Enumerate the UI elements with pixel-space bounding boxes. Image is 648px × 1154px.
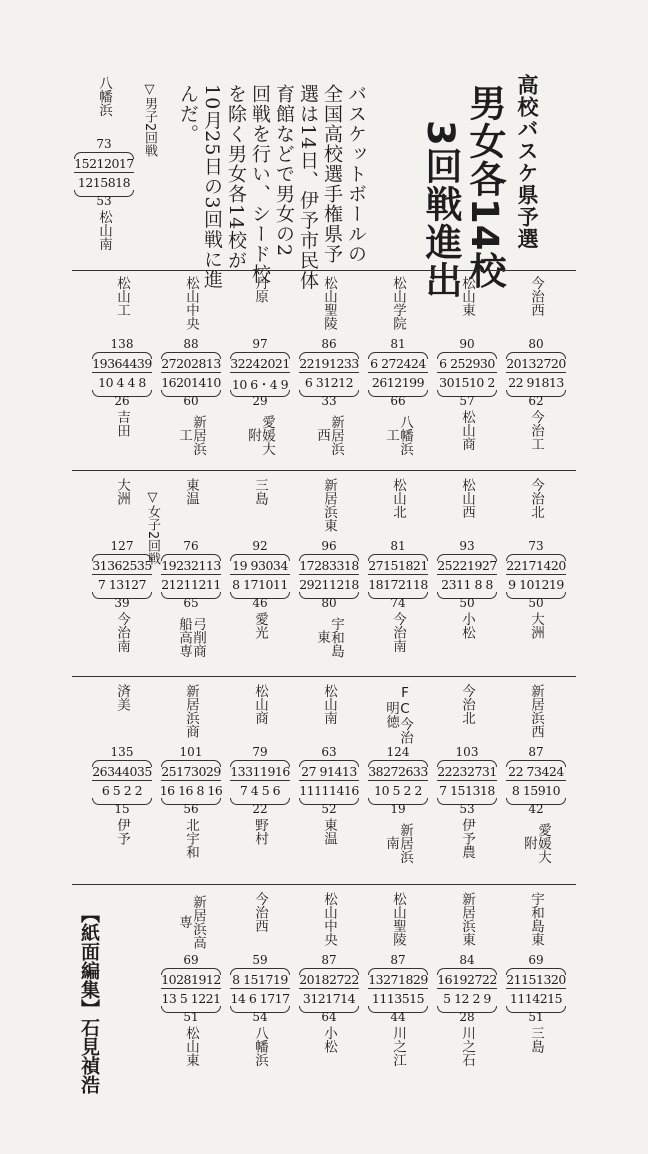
score-box	[86, 478, 158, 660]
team-top: 松山聖陵	[321, 276, 337, 330]
quarter-scores-bottom: 8 15910	[511, 783, 561, 798]
total-bottom: 80	[321, 596, 337, 610]
team-top: 松山中央	[321, 892, 337, 946]
total-top: 80	[528, 337, 544, 351]
score-box	[86, 276, 158, 458]
total-top: 138	[110, 337, 134, 351]
quarter-scores-bottom: 14 6 1717	[230, 991, 290, 1006]
team-top: 三島	[252, 478, 268, 505]
quarter-scores-bottom: 5 12 2 9	[443, 991, 491, 1006]
quarter-scores-bottom: 1114215	[509, 991, 563, 1006]
total-bottom: 44	[390, 1010, 406, 1024]
team-bottom: 今治南	[390, 612, 406, 653]
team-bottom: 伊予	[114, 818, 130, 845]
total-bottom: 53	[96, 194, 112, 208]
team-top: FC今治明徳	[383, 684, 413, 744]
team-top: 松山西	[459, 478, 475, 519]
divider	[72, 270, 576, 271]
score-box	[293, 478, 365, 660]
quarter-scores-bottom: 301510 2	[439, 375, 495, 390]
team-top: 宇和島東	[528, 892, 544, 946]
quarter-scores-top: 10281912	[161, 972, 221, 987]
team-top: 八幡浜	[96, 76, 112, 117]
team-top: 松山中央	[183, 276, 199, 330]
quarter-scores-bottom: 21211211	[161, 577, 221, 592]
quarter-scores-bottom: 6 31212	[304, 375, 354, 390]
team-bottom: 小松	[321, 1026, 337, 1053]
score-box	[362, 892, 434, 1074]
team-top: 東温	[183, 478, 199, 505]
total-bottom: 62	[528, 394, 544, 408]
quarter-scores-bottom: 10 5 2 2	[374, 783, 422, 798]
quarter-scores-top: 22 73424	[508, 764, 564, 779]
team-bottom: 八幡浜工	[383, 414, 413, 456]
total-top: 86	[321, 337, 337, 351]
headline-line-2: 3回戦進出	[419, 120, 462, 299]
score-box	[86, 684, 158, 866]
quarter-scores-top: 22232731	[437, 764, 497, 779]
total-bottom: 74	[390, 596, 406, 610]
quarter-scores-top: 19 93034	[232, 558, 288, 573]
total-top: 87	[390, 953, 406, 967]
quarter-scores-top: 25221927	[437, 558, 497, 573]
team-bottom: 今治南	[114, 612, 130, 653]
team-bottom: 八幡浜	[252, 1026, 268, 1067]
quarter-scores-top: 22191233	[299, 356, 359, 371]
team-top: 新居浜東	[321, 478, 337, 532]
bracket-divider	[437, 780, 497, 781]
score-box	[500, 276, 572, 458]
total-bottom: 51	[528, 1010, 544, 1024]
bracket-divider	[437, 988, 497, 989]
divider	[72, 884, 576, 885]
team-bottom: 川之石	[459, 1026, 475, 1067]
bracket-divider	[299, 574, 359, 575]
team-bottom: 北宇和	[183, 818, 199, 859]
quarter-scores-bottom: 2612199	[371, 375, 425, 390]
quarter-scores-top: 26344035	[92, 764, 152, 779]
body-line: を除く男女各14校が	[225, 84, 247, 271]
total-top: 84	[459, 953, 475, 967]
total-top: 124	[386, 745, 410, 759]
team-bottom: 愛媛大附	[245, 414, 275, 456]
score-box	[431, 892, 503, 1074]
bracket-divider	[368, 988, 428, 989]
bracket-divider	[230, 574, 290, 575]
total-bottom: 60	[183, 394, 199, 408]
total-top: 88	[183, 337, 199, 351]
total-top: 97	[252, 337, 268, 351]
team-top: 済美	[114, 684, 130, 711]
quarter-scores-top: 31362535	[92, 558, 152, 573]
team-bottom: 新居浜工	[176, 414, 206, 456]
total-top: 69	[528, 953, 544, 967]
total-bottom: 42	[528, 802, 544, 816]
total-bottom: 56	[183, 802, 199, 816]
score-box	[155, 684, 227, 866]
quarter-scores-bottom: 1215818	[77, 175, 131, 190]
score-box	[155, 478, 227, 660]
team-bottom: 今治工	[528, 410, 544, 451]
quarter-scores-bottom: 9 101219	[508, 577, 564, 592]
quarter-scores-top: 6 272424	[370, 356, 426, 371]
bracket-divider	[437, 574, 497, 575]
bracket-divider	[161, 780, 221, 781]
total-bottom: 51	[183, 1010, 199, 1024]
bracket-divider	[230, 988, 290, 989]
total-bottom: 52	[321, 802, 337, 816]
score-box	[224, 478, 296, 660]
quarter-scores-top: 15212017	[74, 156, 134, 171]
bracket-divider	[368, 372, 428, 373]
body-line: バスケットボールの	[345, 84, 367, 264]
bracket-divider	[299, 372, 359, 373]
quarter-scores-bottom: 16201410	[161, 375, 221, 390]
total-bottom: 22	[252, 802, 268, 816]
quarter-scores-bottom: 29211218	[299, 577, 359, 592]
total-top: 59	[252, 953, 268, 967]
score-box	[224, 684, 296, 866]
quarter-scores-bottom: 3121714	[302, 991, 356, 1006]
quarter-scores-bottom: 22 91813	[508, 375, 564, 390]
total-bottom: 26	[114, 394, 130, 408]
quarter-scores-bottom: 16 16 8 16	[159, 783, 223, 798]
editor-credit: 【紙面編集】石見禎浩	[78, 904, 100, 1094]
total-top: 101	[179, 745, 203, 759]
team-top: 松山聖陵	[390, 892, 406, 946]
bracket-divider	[437, 372, 497, 373]
body-line: 全国高校選手権県予	[321, 84, 343, 264]
team-bottom: 松山東	[183, 1026, 199, 1067]
team-top: 今治西	[528, 276, 544, 317]
team-bottom: 松山南	[96, 210, 112, 251]
score-box	[431, 276, 503, 458]
quarter-scores-top: 19232113	[161, 558, 221, 573]
total-bottom: 33	[321, 394, 337, 408]
total-top: 73	[528, 539, 544, 553]
bracket-divider	[92, 574, 152, 575]
team-top: 松山北	[390, 478, 406, 519]
total-bottom: 19	[390, 802, 406, 816]
quarter-scores-bottom: 6 5 2 2	[101, 783, 143, 798]
score-box	[293, 684, 365, 866]
team-bottom: 大洲	[528, 612, 544, 639]
score-box	[155, 276, 227, 458]
total-bottom: 39	[114, 596, 130, 610]
team-top: 新居浜東	[459, 892, 475, 946]
total-bottom: 28	[459, 1010, 475, 1024]
team-top: 松山学院	[390, 276, 406, 330]
quarter-scores-bottom: 2311 8 8	[441, 577, 493, 592]
total-top: 96	[321, 539, 337, 553]
team-top: 新居浜商	[183, 684, 199, 738]
score-box	[293, 276, 365, 458]
quarter-scores-top: 27202813	[161, 356, 221, 371]
quarter-scores-bottom: 10 6・4 9	[231, 377, 289, 392]
body-line: 育館などで男女の2	[273, 84, 295, 258]
score-box	[500, 892, 572, 1074]
quarter-scores-bottom: 1113515	[371, 991, 425, 1006]
bracket-divider	[230, 780, 290, 781]
team-top: 松山商	[252, 684, 268, 725]
total-top: 63	[321, 745, 337, 759]
team-top: 大洲	[114, 478, 130, 505]
score-box	[431, 478, 503, 660]
total-bottom: 57	[459, 394, 475, 408]
quarter-scores-top: 27151821	[368, 558, 428, 573]
team-top: 新居浜西	[528, 684, 544, 738]
total-top: 135	[110, 745, 134, 759]
score-box	[224, 892, 296, 1074]
team-bottom: 三島	[528, 1026, 544, 1053]
bracket-divider	[92, 780, 152, 781]
total-top: 127	[110, 539, 134, 553]
quarter-scores-bottom: 8 171011	[232, 577, 288, 592]
total-top: 103	[455, 745, 479, 759]
bracket-divider	[299, 988, 359, 989]
quarter-scores-bottom: 10 4 4 8	[98, 375, 146, 390]
bracket-divider	[299, 780, 359, 781]
bracket-divider	[506, 780, 566, 781]
bracket-divider	[368, 574, 428, 575]
total-bottom: 15	[114, 802, 130, 816]
total-bottom: 53	[459, 802, 475, 816]
team-bottom: 伊予農	[459, 818, 475, 859]
team-bottom: 小松	[459, 612, 475, 639]
quarter-scores-bottom: 13 5 1221	[161, 991, 221, 1006]
score-box	[362, 478, 434, 660]
divider	[72, 676, 576, 677]
team-bottom: 宇和島東	[314, 616, 344, 658]
body-line: 10月25日の3回戦に進	[201, 84, 223, 290]
team-bottom: 愛光	[252, 612, 268, 639]
article-kicker: 高校バスケ県予選	[515, 74, 539, 250]
total-bottom: 29	[252, 394, 268, 408]
total-top: 87	[528, 745, 544, 759]
quarter-scores-top: 13271829	[368, 972, 428, 987]
quarter-scores-top: 6 252930	[439, 356, 495, 371]
team-bottom: 野村	[252, 818, 268, 845]
total-bottom: 66	[390, 394, 406, 408]
total-bottom: 50	[459, 596, 475, 610]
team-top: 松山工	[114, 276, 130, 317]
score-box	[431, 684, 503, 866]
team-bottom: 新居浜南	[383, 822, 413, 864]
bracket-divider	[230, 372, 290, 373]
bracket-divider	[161, 372, 221, 373]
quarter-scores-bottom: 7 4 5 6	[239, 783, 281, 798]
quarter-scores-bottom: 7 13127	[97, 577, 147, 592]
bracket-divider	[506, 988, 566, 989]
quarter-scores-top: 27 91413	[301, 764, 357, 779]
quarter-scores-top: 8 151719	[232, 972, 288, 987]
score-box	[293, 892, 365, 1074]
bracket-divider	[506, 574, 566, 575]
girls-round2-label: ▽女子2回戦	[145, 490, 160, 566]
quarter-scores-top: 22171420	[506, 558, 566, 573]
quarter-scores-top: 13311916	[230, 764, 290, 779]
boys-round2-label: ▽男子2回戦	[142, 82, 157, 158]
team-bottom: 松山商	[459, 410, 475, 451]
divider	[72, 470, 576, 471]
quarter-scores-bottom: 11111416	[299, 783, 359, 798]
quarter-scores-top: 25173029	[161, 764, 221, 779]
team-bottom: 弓削商船高専	[176, 616, 206, 658]
total-top: 81	[390, 539, 406, 553]
body-line: んだ。	[177, 84, 199, 144]
score-box	[500, 478, 572, 660]
article-headline	[418, 84, 506, 299]
body-line: 回戦を行い、シード校	[249, 84, 271, 284]
score-box	[362, 276, 434, 458]
team-bottom: 吉田	[114, 410, 130, 437]
score-box	[155, 892, 227, 1074]
total-top: 87	[321, 953, 337, 967]
score-box	[68, 76, 140, 258]
team-bottom: 川之江	[390, 1026, 406, 1067]
total-top: 73	[96, 137, 112, 151]
total-bottom: 64	[321, 1010, 337, 1024]
quarter-scores-top: 21151320	[506, 972, 566, 987]
team-bottom: 愛媛大附	[521, 822, 551, 864]
total-top: 90	[459, 337, 475, 351]
quarter-scores-top: 20182722	[299, 972, 359, 987]
bracket-divider	[161, 988, 221, 989]
total-top: 81	[390, 337, 406, 351]
bracket-divider	[92, 372, 152, 373]
quarter-scores-top: 19364439	[92, 356, 152, 371]
headline-line-1: 男女各14校	[463, 84, 506, 290]
total-bottom: 65	[183, 596, 199, 610]
team-top: 新居浜高専	[176, 895, 206, 949]
total-top: 79	[252, 745, 268, 759]
team-top: 松山南	[321, 684, 337, 725]
team-top: 今治西	[252, 892, 268, 933]
quarter-scores-top: 20132720	[506, 356, 566, 371]
quarter-scores-bottom: 7 151318	[439, 783, 495, 798]
quarter-scores-top: 32242021	[230, 356, 290, 371]
body-line: 選は14日、伊予市民体	[297, 84, 319, 291]
team-bottom: 新居浜西	[314, 414, 344, 456]
total-top: 76	[183, 539, 199, 553]
quarter-scores-bottom: 18172118	[368, 577, 428, 592]
team-top: 今治北	[459, 684, 475, 725]
team-top: 松山東	[459, 276, 475, 317]
quarter-scores-top: 17283318	[299, 558, 359, 573]
bracket-divider	[506, 372, 566, 373]
score-box	[500, 684, 572, 866]
quarter-scores-top: 16192722	[437, 972, 497, 987]
score-box	[362, 684, 434, 866]
total-bottom: 54	[252, 1010, 268, 1024]
score-box	[224, 276, 296, 458]
total-top: 69	[183, 953, 199, 967]
total-bottom: 50	[528, 596, 544, 610]
total-bottom: 46	[252, 596, 268, 610]
team-top: 今治北	[528, 478, 544, 519]
quarter-scores-top: 38272633	[368, 764, 428, 779]
bracket-divider	[368, 780, 428, 781]
team-top: 丹原	[252, 276, 268, 303]
team-bottom: 東温	[321, 818, 337, 845]
total-top: 93	[459, 539, 475, 553]
bracket-divider	[161, 574, 221, 575]
total-top: 92	[252, 539, 268, 553]
